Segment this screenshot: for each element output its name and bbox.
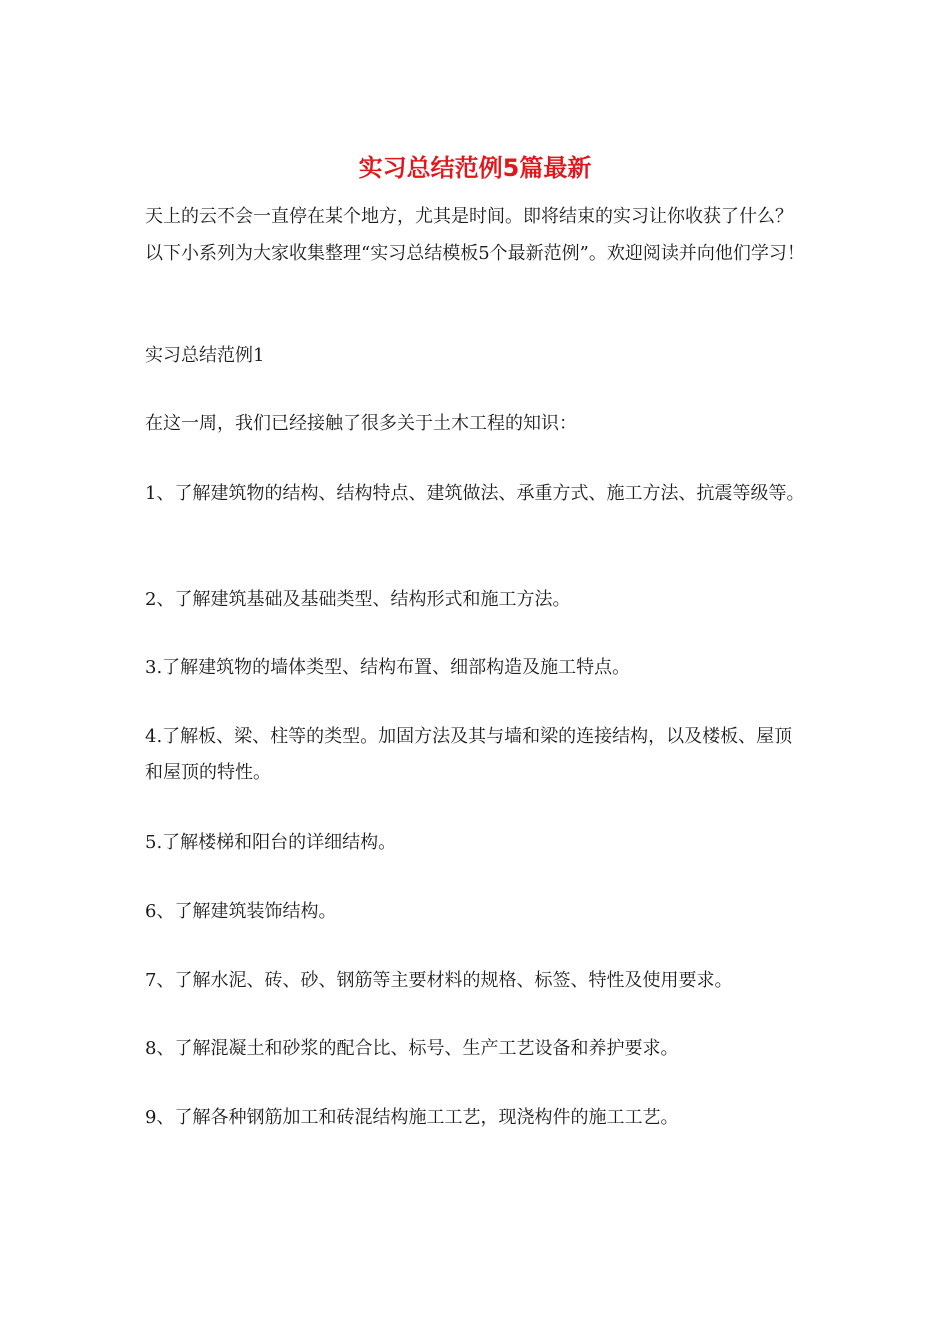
lead-paragraph: 在这一周，我们已经接触了很多关于土木工程的知识： [145, 413, 577, 434]
list-item: 6、了解建筑装饰结构。 [145, 901, 337, 922]
list-item: 4.了解板、梁、柱等的类型。加固方法及其与墙和梁的连接结构，以及楼板、屋顶和屋顶的特性。 [145, 726, 793, 783]
section-heading: 实习总结范例1 [145, 345, 265, 366]
list-item: 1、了解建筑物的结构、结构特点、建筑做法、承重方式、施工方法、抗震等级等。 [145, 483, 805, 504]
list-item: 8、了解混凝土和砂浆的配合比、标号、生产工艺设备和养护要求。 [145, 1038, 679, 1059]
list-item: 7、了解水泥、砖、砂、钢筋等主要材料的规格、标签、特性及使用要求。 [145, 970, 733, 991]
list-item: 3.了解建筑物的墙体类型、结构布置、细部构造及施工特点。 [145, 657, 631, 678]
list-item: 9、了解各种钢筋加工和砖混结构施工工艺，现浇构件的施工工艺。 [145, 1107, 679, 1128]
document-title: 实习总结范例5篇最新 [358, 154, 592, 182]
list-item: 2、了解建筑基础及基础类型、结构形式和施工方法。 [145, 589, 571, 610]
intro-paragraph: 天上的云不会一直停在某个地方，尤其是时间。即将结束的实习让你收获了什么？以下小系列为大家收集整理“实习总结模板5个最新范例”。欢迎阅读并向他们学习！ [145, 206, 805, 264]
list-item: 5.了解楼梯和阳台的详细结构。 [145, 832, 397, 853]
